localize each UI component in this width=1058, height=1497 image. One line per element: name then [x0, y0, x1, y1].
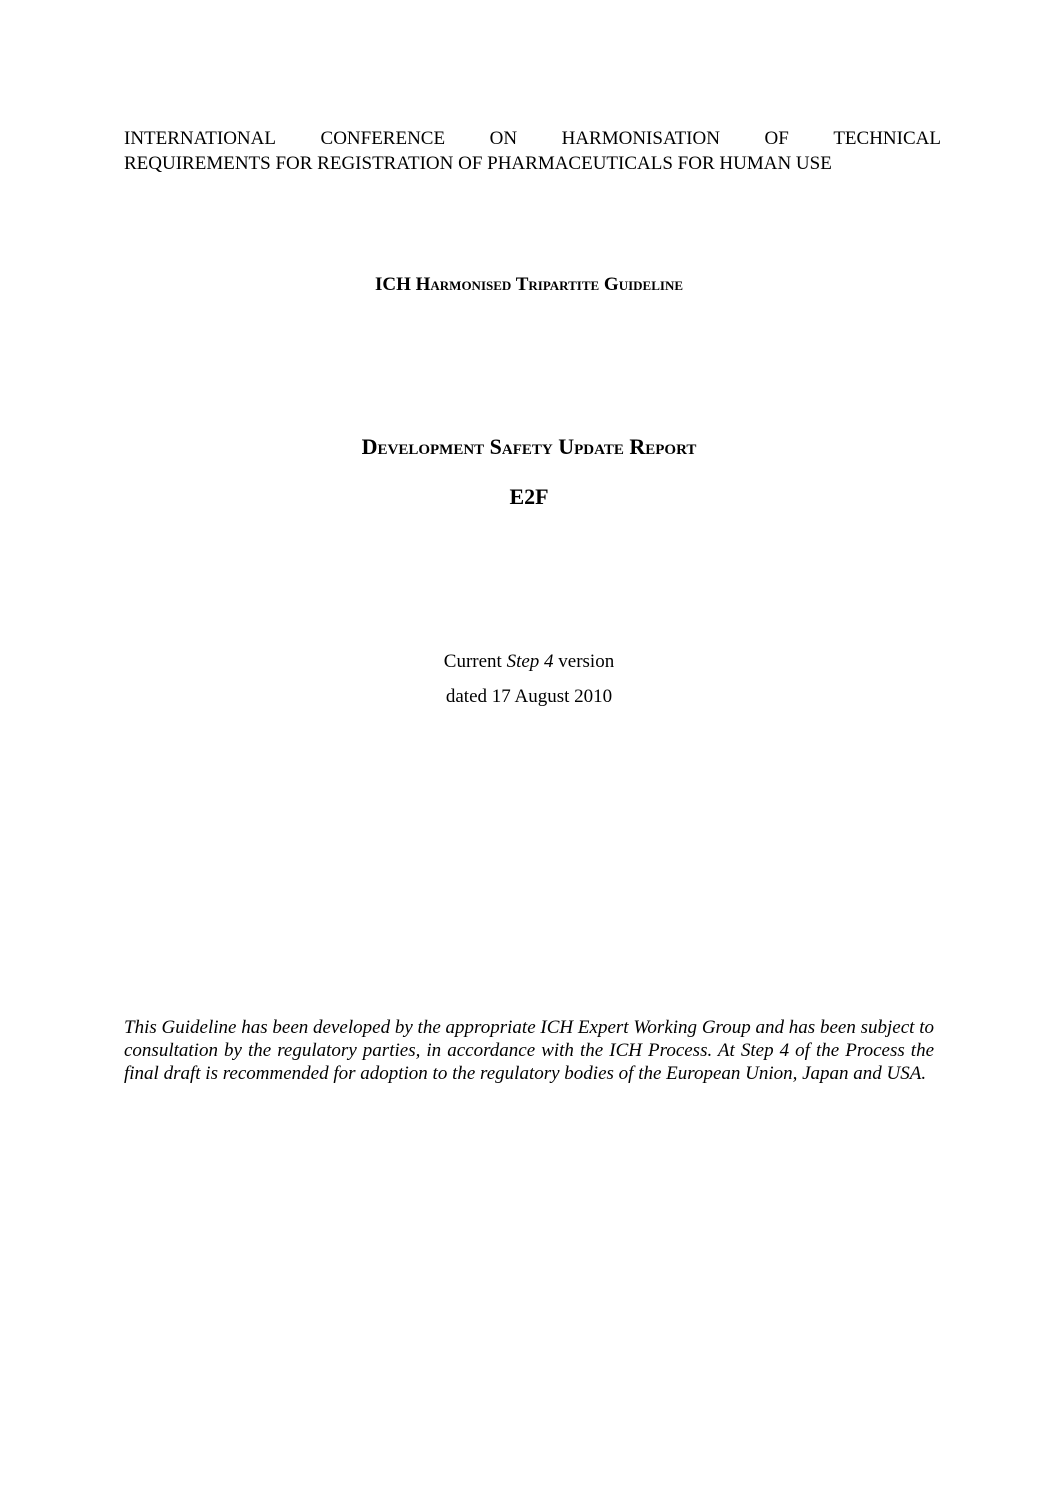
- document-code: E2F: [509, 484, 549, 509]
- version-suffix: version: [553, 651, 615, 672]
- header-word: CONFERENCE: [320, 128, 446, 149]
- header-word: INTERNATIONAL: [124, 128, 276, 149]
- header-word: OF: [764, 128, 789, 149]
- version-date: dated 17 August 2010: [445, 686, 613, 707]
- guideline-note: This Guideline has been developed by the appropriate ICH Expert Working Group and has been subject to consultation by the regulatory parties, in accordance with the ICH Process. At Step 4 of the Process the final draft is recommended for adoption to the regulatory bodies of the European Union, Japan and USA.: [124, 1017, 934, 1084]
- document-title: Development Safety Update Report: [361, 434, 697, 459]
- header-word: ON: [489, 128, 518, 149]
- header-line-2: REQUIREMENTS FOR REGISTRATION OF PHARMACEUTICALS FOR HUMAN USE: [124, 153, 832, 174]
- guideline-type: ICH Harmonised Tripartite Guideline: [374, 274, 684, 295]
- header-line-1: [124, 126, 941, 151]
- version-line: [0, 651, 1058, 673]
- conference-header: [124, 126, 941, 176]
- version-prefix: Current: [443, 651, 507, 672]
- header-word: HARMONISATION: [561, 128, 720, 149]
- version-step: Step 4: [506, 651, 554, 672]
- header-word: TECHNICAL: [833, 128, 941, 149]
